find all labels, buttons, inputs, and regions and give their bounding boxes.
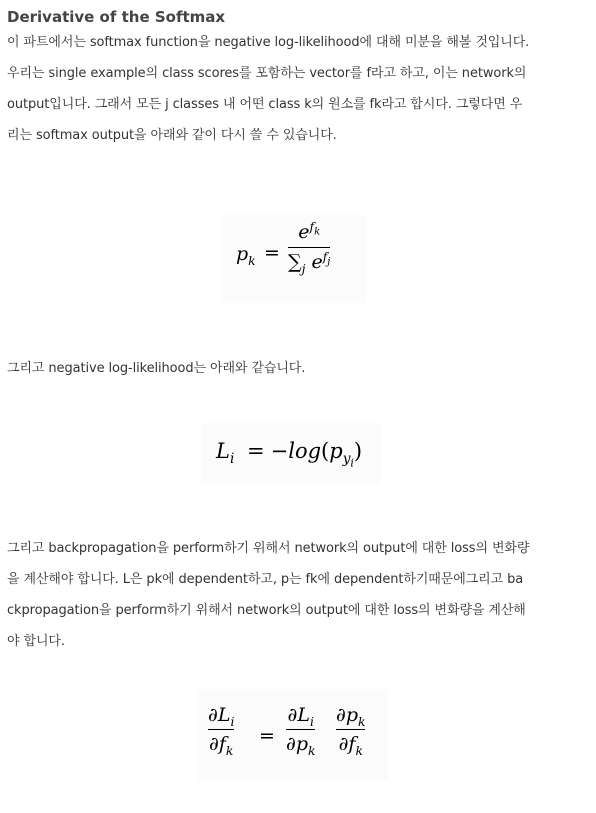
- softmax-denominator: $\sum_j$ $e^{f_j}$: [288, 249, 331, 276]
- nll-expression: $L_i = -\log(p_{y_i})$: [216, 439, 363, 470]
- fraction-bar: [208, 729, 234, 730]
- chain-rule-equals: =: [259, 725, 275, 747]
- backprop-paragraph: [7, 533, 591, 657]
- softmax-fraction: [288, 219, 331, 276]
- backprop-line: 그리고 backpropagation을 perform하기 위해서 network의 output에 대한 loss의 변화량: [7, 541, 530, 556]
- intro-paragraph: [7, 27, 591, 151]
- softmax-equals: =: [264, 242, 280, 264]
- softmax-equation: [222, 215, 366, 303]
- dL-dp-fraction: $\partial L_i$ $\partial p_k$: [286, 704, 316, 758]
- dp-df-fraction: $\partial p_k$ $\partial f_k$: [336, 704, 366, 758]
- section-title: Derivative of the Softmax: [7, 8, 226, 26]
- softmax-lhs: $p_k$: [236, 243, 256, 268]
- dL-df-fraction: $\partial L_i$ $\partial f_k$: [208, 704, 235, 758]
- fraction-bar: [336, 729, 365, 730]
- fraction-bar: [286, 729, 315, 730]
- fraction-bar: [288, 247, 330, 248]
- nll-intro-paragraph: [7, 353, 591, 384]
- chain-rule-equation: [198, 689, 388, 781]
- intro-line: 우리는 single example의 class scores를 포함하는 vector를 f라고 하고, 이는 network의: [7, 66, 527, 81]
- intro-line: 리는 softmax output을 아래와 같이 다시 쓸 수 있습니다.: [7, 128, 337, 143]
- softmax-numerator: $e^{f_k}$: [298, 219, 321, 243]
- intro-line: output입니다. 그래서 모든 j classes 내 어떤 class k의 원소를 fk라고 합시다. 그렇다면 우: [7, 97, 523, 112]
- backprop-line: 을 계산해야 합니다. L은 pk에 dependent하고, p는 fk에 dependent하기때문에그리고 ba: [7, 572, 524, 587]
- backprop-line: 야 합니다.: [7, 634, 65, 649]
- intro-line: 이 파트에서는 softmax function을 negative log-likelihood에 대해 미분을 해볼 것입니다.: [7, 35, 530, 50]
- backprop-line: ckpropagation을 perform하기 위해서 network의 output에 대한 loss의 변화량을 계산해: [7, 603, 526, 618]
- nll-intro-line: 그리고 negative log-likelihood는 아래와 같습니다.: [7, 361, 306, 376]
- nll-equation: [201, 423, 381, 483]
